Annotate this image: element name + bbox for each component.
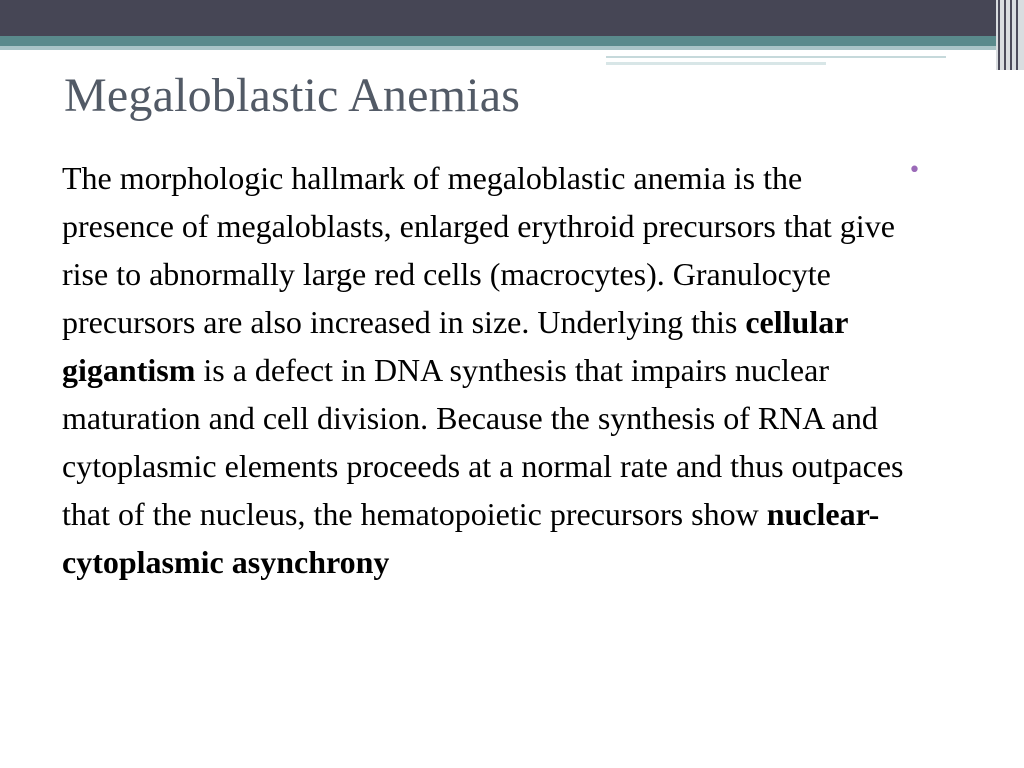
header-vertical-line: [1016, 0, 1018, 70]
header-dark-bar: [0, 0, 1024, 36]
slide-title: Megaloblastic Anemias: [64, 69, 521, 122]
header-vertical-line: [998, 0, 1000, 70]
header-vertical-line: [1004, 0, 1006, 70]
header-rule: [606, 56, 946, 58]
emphasis-cellular-gigantism: cellular gigantism: [62, 304, 848, 388]
body-text-part: The morphologic hallmark of megaloblastic anemia is the presence of megaloblasts, enlarged erythroid precursors that give rise to abnormally large red cells (macrocytes). Granulocyte precursors are also increased in size. Underlying this: [62, 160, 895, 340]
body-paragraph: [62, 154, 922, 586]
header-teal-bar: [0, 36, 1024, 46]
bullet-marker: •: [908, 158, 921, 183]
header-notch: [0, 50, 605, 70]
header-rule: [606, 62, 826, 65]
emphasis-nuclear-cytoplasmic-asynchrony: nuclear-cytoplasmic asynchrony: [62, 496, 880, 580]
body-text-part: is a defect in DNA synthesis that impairs nuclear maturation and cell division. Because the synthesis of RNA and cytoplasmic elements proceeds at a normal rate and thus outpaces that of the nucleus, the hematopoietic precursors show: [62, 352, 904, 532]
header-vertical-line: [1010, 0, 1012, 70]
header-rule: [606, 50, 1001, 54]
